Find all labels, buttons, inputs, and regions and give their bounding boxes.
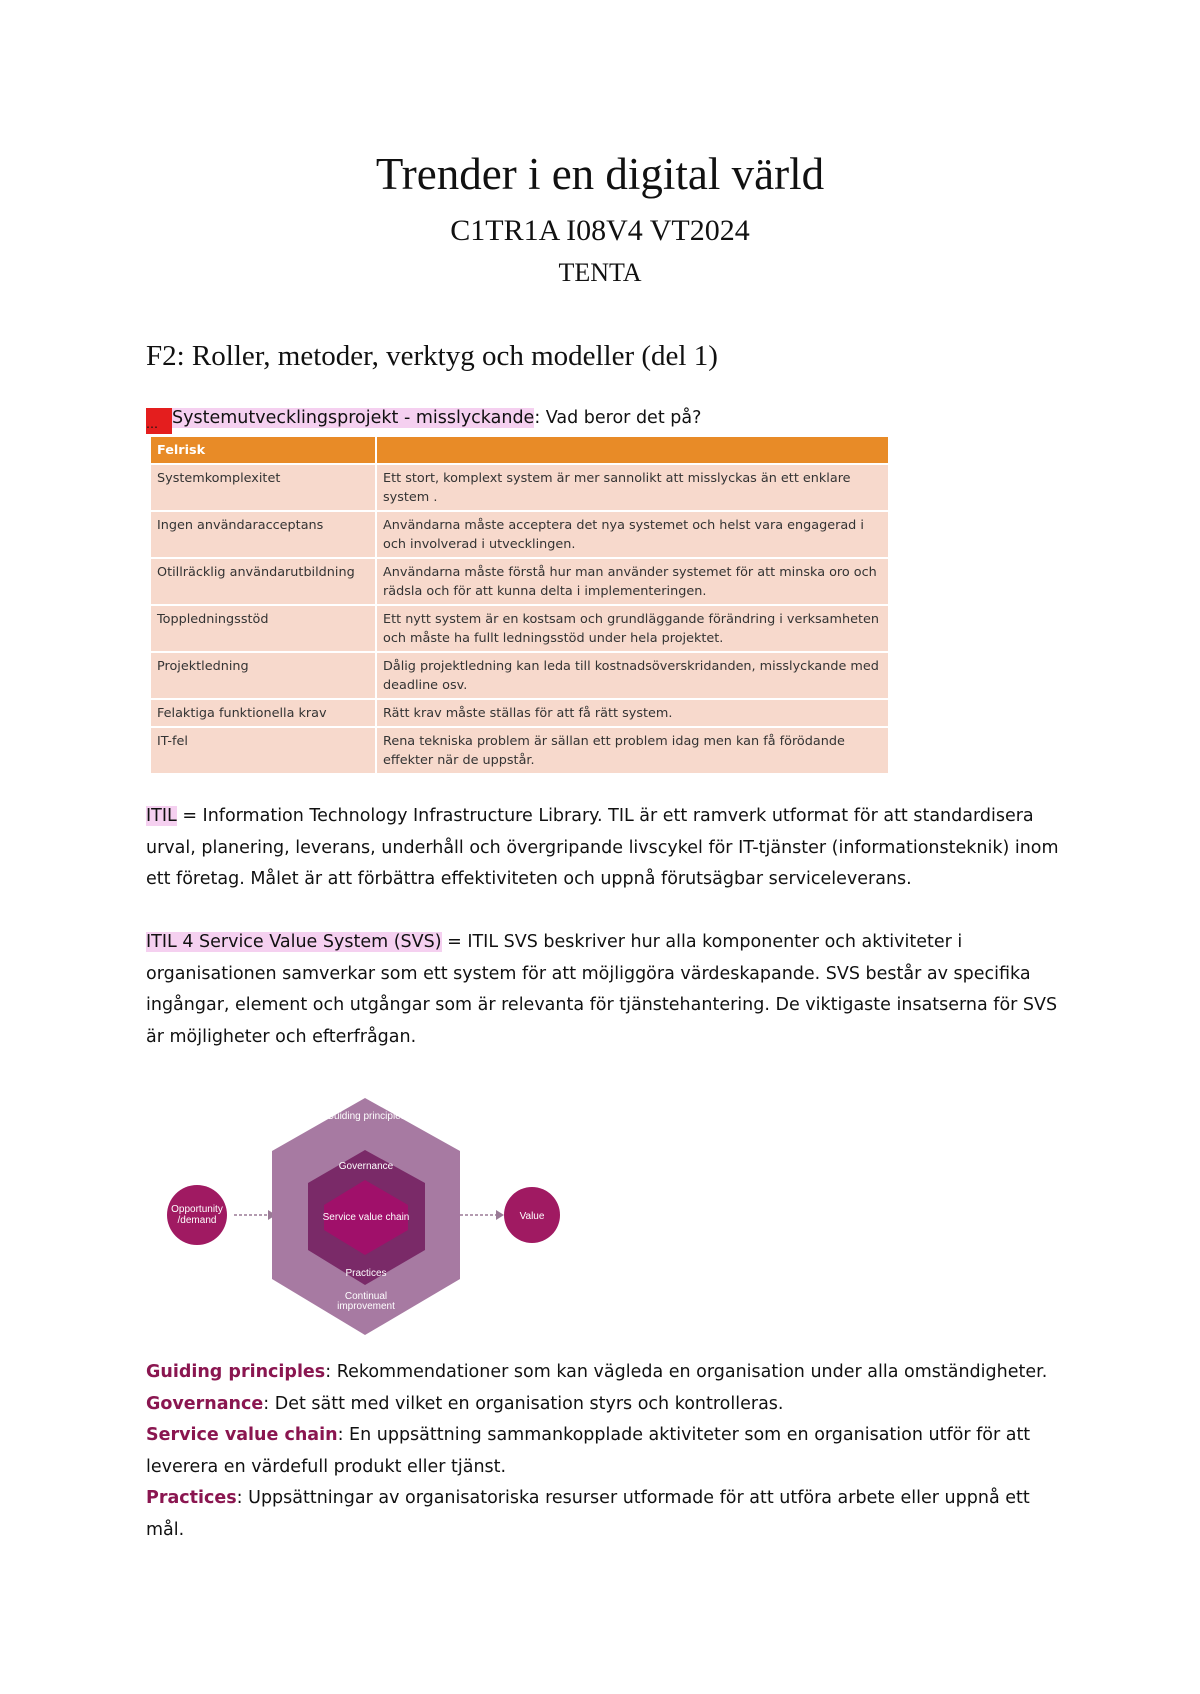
table-row <box>151 605 888 652</box>
risk-name: Systemkomplexitet <box>151 464 376 511</box>
definition-term: Service value chain <box>146 1425 338 1445</box>
service-value-chain-label: Service value chain <box>322 1212 410 1223</box>
opportunity-label-2: /demand <box>177 1215 217 1226</box>
document-title: Trender i en digital värld <box>375 149 825 199</box>
risk-description: Användarna måste förstå hur man använder systemet för att minska oro och rädsla och för att kunna delta i implementeringen. <box>376 558 888 605</box>
svs-term: ITIL 4 Service Value System (SVS) <box>146 932 442 952</box>
continual-improvement-label-2: improvement <box>337 1301 395 1312</box>
risk-name: Otillräcklig användarutbildning <box>151 558 376 605</box>
risk-table <box>151 437 888 773</box>
project-question <box>146 403 701 435</box>
opportunity-label-1: Opportunity <box>171 1204 223 1215</box>
table-row <box>151 464 888 511</box>
risk-description: Ett stort, komplext system är mer sannolikt att misslyckas än ett enklare system . <box>376 464 888 511</box>
header-cell: Felrisk <box>151 437 376 464</box>
project-question-rest: : Vad beror det på? <box>534 408 702 428</box>
guiding-principles-label: Guiding principles <box>326 1111 406 1122</box>
arrow-right-icon <box>496 1210 504 1220</box>
marker-text: … <box>146 417 158 431</box>
risk-description: Ett nytt system är en kostsam och grundläggande förändring i verksamheten och måste ha fullt ledningsstöd under hela projektet. <box>376 605 888 652</box>
practices-label: Practices <box>345 1268 387 1279</box>
project-question-highlight: Systemutvecklingsprojekt - misslyckande <box>172 408 535 428</box>
definition-item <box>146 1389 1066 1421</box>
definition-term: Governance <box>146 1393 264 1414</box>
table-row <box>151 511 888 558</box>
itil-term: ITIL <box>146 806 177 826</box>
governance-label: Governance <box>338 1161 394 1172</box>
risk-description: Dålig projektledning kan leda till kostnadsöverskridanden, misslyckande med deadline osv. <box>376 652 888 699</box>
course-code: C1TR1A I08V4 VT2024 <box>450 214 750 247</box>
itil-paragraph <box>146 801 1066 896</box>
risk-description: Användarna måste acceptera det nya systemet och helst vara engagerad i och involverad i utvecklingen. <box>376 511 888 558</box>
definition-term: Guiding principles <box>146 1362 326 1382</box>
definition-item <box>146 1420 1066 1483</box>
itil-text: = Information Technology Infrastructure Library. TIL är ett ramverk utformat för att standardisera urval, planering, leverans, underhåll och övergripande livscykel för IT-tjänster (informationsteknik) inom ett företag. Målet är att förbättra effektiviteten och uppnå förutsägbar serviceleverans. <box>146 806 1059 889</box>
section-heading: F2: Roller, metoder, verktyg och modeller (del 1) <box>146 340 718 372</box>
risk-table-header <box>151 437 888 464</box>
document-type: TENTA <box>558 258 642 287</box>
definition-item <box>146 1483 1066 1546</box>
table-row <box>151 727 888 773</box>
risk-name: Projektledning <box>151 652 376 699</box>
svs-text: = ITIL SVS beskriver hur alla komponenter och aktiviteter i organisationen samverkar som ett system för att möjliggöra värdeskapande. SVS består av specifika ingångar, element och utgångar som är relevanta för tjänstehantering. De viktigaste insatserna för SVS är möjligheter och efterfrågan. <box>146 932 1058 1047</box>
itil-svs-diagram <box>160 1095 600 1340</box>
risk-name: Ingen användaracceptans <box>151 511 376 558</box>
red-marker <box>146 408 172 434</box>
definition-text: : Rekommendationer som kan vägleda en organisation under alla omständigheter. <box>325 1362 1048 1382</box>
risk-name: IT-fel <box>151 727 376 773</box>
definition-item <box>146 1357 1066 1389</box>
risk-name: Felaktiga funktionella krav <box>151 699 376 727</box>
risk-description: Rena tekniska problem är sällan ett problem idag men kan få förödande effekter när de uppstår. <box>376 727 888 773</box>
definition-text: : Det sätt med vilket en organisation styrs och kontrolleras. <box>263 1393 784 1414</box>
table-row <box>151 699 888 727</box>
table-row <box>151 558 888 605</box>
svs-paragraph <box>146 927 1066 1053</box>
risk-name: Toppledningsstöd <box>151 605 376 652</box>
definition-term: Practices <box>146 1488 237 1508</box>
value-label: Value <box>519 1211 545 1222</box>
definition-text: : En uppsättning sammankopplade aktiviteter som en organisation utför för att leverera en värdefull produkt eller tjänst. <box>146 1425 1031 1477</box>
table-row <box>151 652 888 699</box>
definition-text: : Uppsättningar av organisatoriska resurser utformade för att utföra arbete eller uppnå ett mål. <box>146 1488 1030 1540</box>
risk-description: Rätt krav måste ställas för att få rätt system. <box>376 699 888 727</box>
definitions-list <box>146 1357 1066 1546</box>
header-cell <box>376 437 888 464</box>
continual-improvement-label-1: Continual <box>344 1291 388 1302</box>
